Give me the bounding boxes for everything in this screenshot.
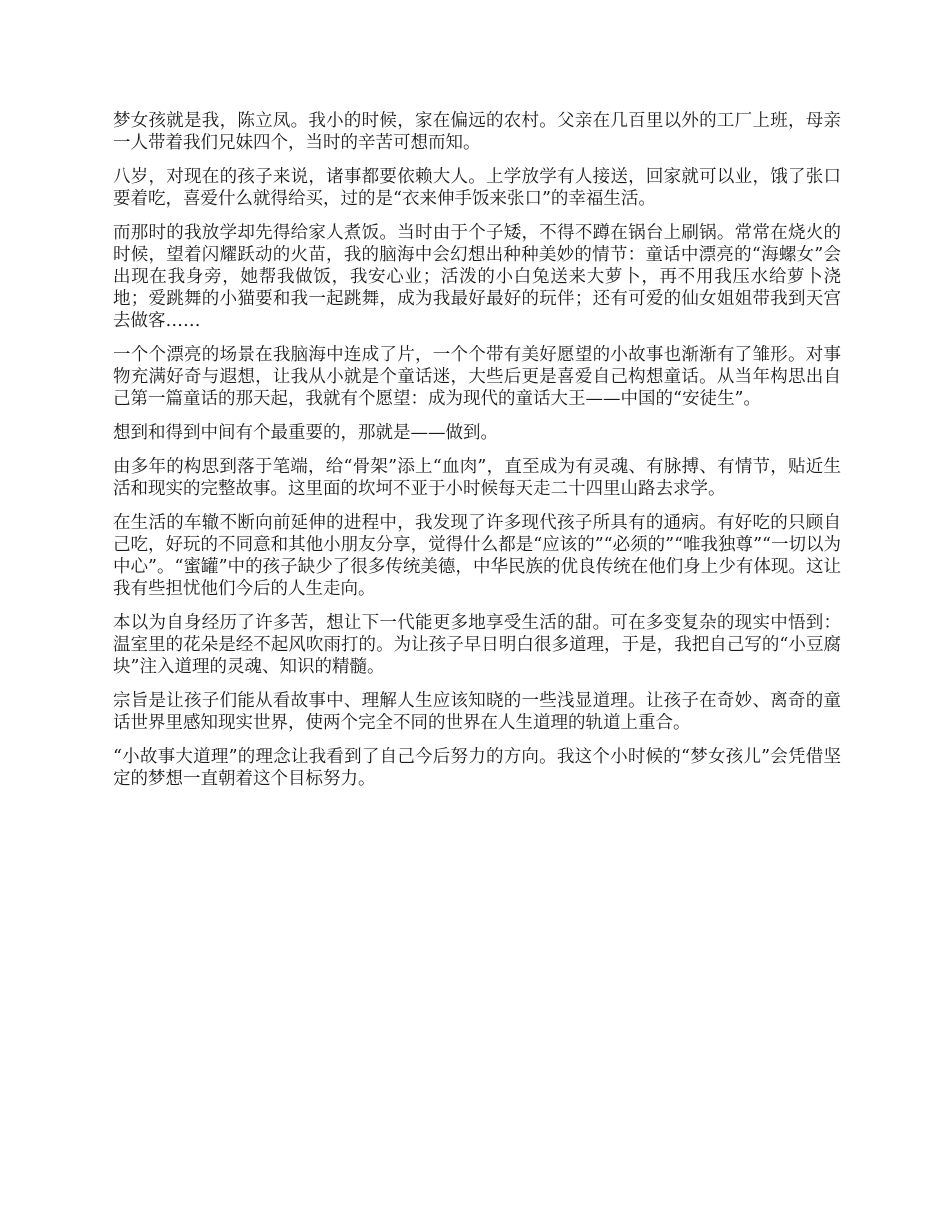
document-body: [113, 110, 841, 802]
paragraph: 梦女孩就是我，陈立凤。我小的时候，家在偏远的农村。父亲在几百里以外的工厂上班，母亲一人带着我们兄妹四个，当时的辛苦可想而知。: [113, 111, 841, 153]
paragraph: “小故事大道理”的理念让我看到了自己今后努力的方向。我这个小时候的“梦女孩儿”会凭借坚定的梦想一直朝着这个目标努力。: [113, 747, 841, 789]
paragraph: 一个个漂亮的场景在我脑海中连成了片，一个个带有美好愿望的小故事也渐渐有了雏形。对事物充满好奇与遐想，让我从小就是个童话迷，大些后更是喜爱自己构想童话。从当年构思出自己第一篇童话的那天起，我就有个愿望：成为现代的童话大王——中国的“安徒生”。: [113, 345, 841, 409]
paragraph: 八岁，对现在的孩子来说，诸事都要依赖大人。上学放学有人接送，回家就可以业，饿了张口要着吃，喜爱什么就得给买，过的是“衣来伸手饭来张口”的幸福生活。: [113, 167, 841, 209]
paragraph: 由多年的构思到落于笔端，给“骨架”添上“血肉”，直至成为有灵魂、有脉搏、有情节，贴近生活和现实的完整故事。这里面的坎坷不亚于小时候每天走二十四里山路去求学。: [113, 457, 841, 499]
paragraph: 而那时的我放学却先得给家人煮饭。当时由于个子矮，不得不蹲在锅台上刷锅。常常在烧火的时候，望着闪耀跃动的火苗，我的脑海中会幻想出种种美妙的情节：童话中漂亮的“海螺女”会出现在我身旁，她帮我做饭，我安心业；活泼的小白兔送来大萝卜，再不用我压水给萝卜浇地；爱跳舞的小猫要和我一起跳舞，成为我最好最好的玩伴；还有可爱的仙女姐姐带我到天宫去做客……: [113, 223, 841, 331]
paragraph: 宗旨是让孩子们能从看故事中、理解人生应该知晓的一些浅显道理。让孩子在奇妙、离奇的童话世界里感知现实世界，使两个完全不同的世界在人生道理的轨道上重合。: [113, 691, 841, 733]
paragraph: 想到和得到中间有个最重要的，那就是——做到。: [113, 423, 498, 443]
paragraph: 在生活的车辙不断向前延伸的进程中，我发现了许多现代孩子所具有的通病。有好吃的只顾自己吃，好玩的不同意和其他小朋友分享，觉得什么都是“应该的”“必须的”“唯我独尊”“一切以为中心”。“蜜罐”中的孩子缺少了很多传统美德，中华民族的优良传统在他们身上少有体现。这让我有些担忧他们今后的人生走向。: [113, 513, 841, 599]
paragraph: 本以为自身经历了许多苦，想让下一代能更多地享受生活的甜。可在多变复杂的现实中悟到：温室里的花朵是经不起风吹雨打的。为让孩子早日明白很多道理，于是，我把自己写的“小豆腐块”注入道理的灵魂、知识的精髓。: [113, 613, 841, 677]
